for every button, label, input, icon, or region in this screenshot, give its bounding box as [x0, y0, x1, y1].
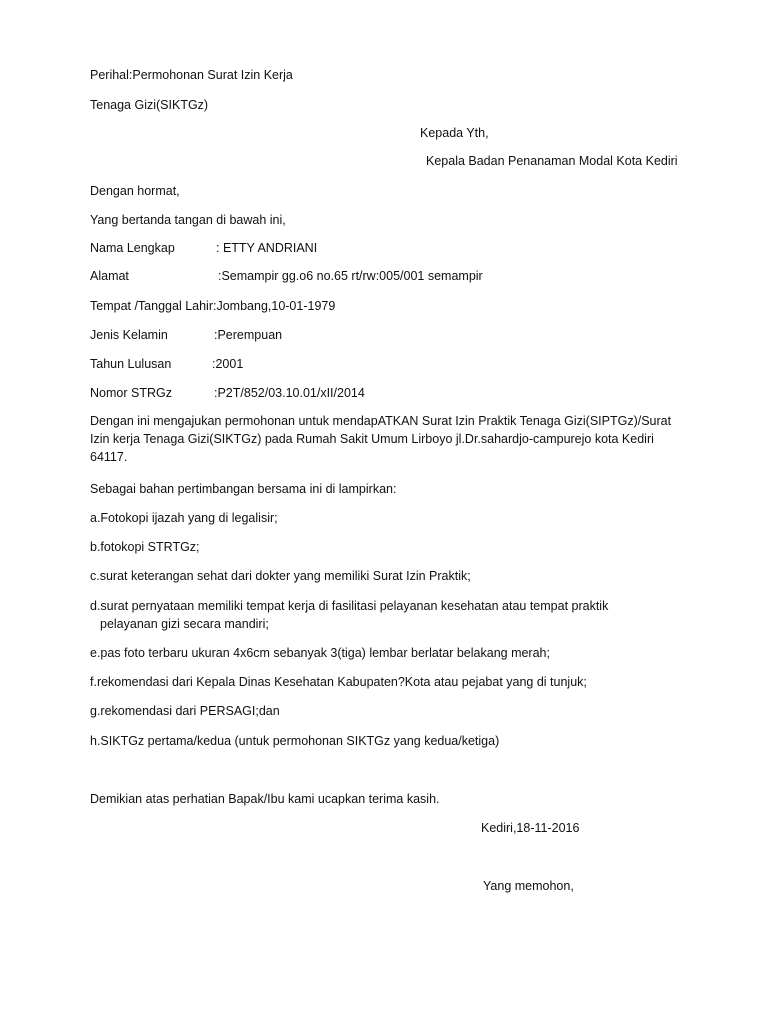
place-date: Kediri,18-11-2016 — [481, 821, 580, 835]
list-item: e.pas foto terbaru ukuran 4x6cm sebanyak 3(tiga) lembar berlatar belakang merah; — [90, 646, 550, 660]
attachments-intro: Sebagai bahan pertimbangan bersama ini di lampirkan: — [90, 482, 397, 496]
list-item: g.rekomendasi dari PERSAGI;dan — [90, 704, 280, 718]
field-row — [90, 384, 365, 402]
field-row — [90, 239, 318, 257]
list-item: h.SIKTGz pertama/kedua (untuk permohonan SIKTGz yang kedua/ketiga) — [90, 734, 500, 748]
subject-line-1: Perihal:Permohonan Surat Izin Kerja — [90, 68, 293, 82]
field-value: :Perempuan — [214, 328, 283, 342]
field-row — [90, 267, 483, 285]
list-item: f.rekomendasi dari Kepala Dinas Kesehatan Kabupaten?Kota atau pejabat yang di tunjuk; — [90, 675, 587, 689]
greeting: Dengan hormat, — [90, 184, 180, 198]
field-label: Jenis Kelamin — [90, 328, 168, 342]
field-row — [90, 297, 335, 315]
field-label: Tempat /Tanggal Lahir: — [90, 299, 217, 313]
closing-text: Demikian atas perhatian Bapak/Ibu kami ucapkan terima kasih. — [90, 792, 440, 806]
field-label: Nama Lengkap — [90, 241, 175, 255]
field-value: :2001 — [212, 357, 244, 371]
field-label: Tahun Lulusan — [90, 357, 172, 371]
signoff: Yang memohon, — [483, 879, 574, 893]
field-value: :P2T/852/03.10.01/xII/2014 — [214, 386, 365, 400]
subject-line-2: Tenaga Gizi(SIKTGz) — [90, 98, 209, 112]
list-item: d.surat pernyataan memiliki tempat kerja di fasilitasi pelayanan kesehatan atau tempat praktik — [90, 599, 609, 613]
recipient-line-2: Kepala Badan Penanaman Modal Kota Kediri — [426, 154, 678, 168]
field-row — [90, 326, 283, 344]
list-item-continuation: pelayanan gizi secara mandiri; — [100, 617, 269, 631]
field-label: Nomor STRGz — [90, 386, 172, 400]
field-label: Alamat — [90, 269, 129, 283]
list-item: c.surat keterangan sehat dari dokter yang memiliki Surat Izin Praktik; — [90, 569, 471, 583]
recipient-line-1: Kepada Yth, — [420, 126, 489, 140]
field-value: Jombang,10-01-1979 — [216, 299, 336, 313]
request-paragraph: Dengan ini mengajukan permohonan untuk mendapATKAN Surat Izin Praktik Tenaga Gizi(SIPTGz)/Surat Izin kerja Tenaga Gizi(SIKTGz) pada Rumah Sakit Umum Lirboyo jl.Dr.sahardjo-campurejo kota Kediri 64117. — [90, 414, 672, 464]
list-item: a.Fotokopi ijazah yang di legalisir; — [90, 511, 278, 525]
field-value: : ETTY ANDRIANI — [216, 241, 318, 255]
intro-text: Yang bertanda tangan di bawah ini, — [90, 213, 286, 227]
field-row — [90, 355, 244, 373]
list-item: b.fotokopi STRTGz; — [90, 540, 200, 554]
field-value: :Semampir gg.o6 no.65 rt/rw:005/001 semampir — [218, 269, 483, 283]
